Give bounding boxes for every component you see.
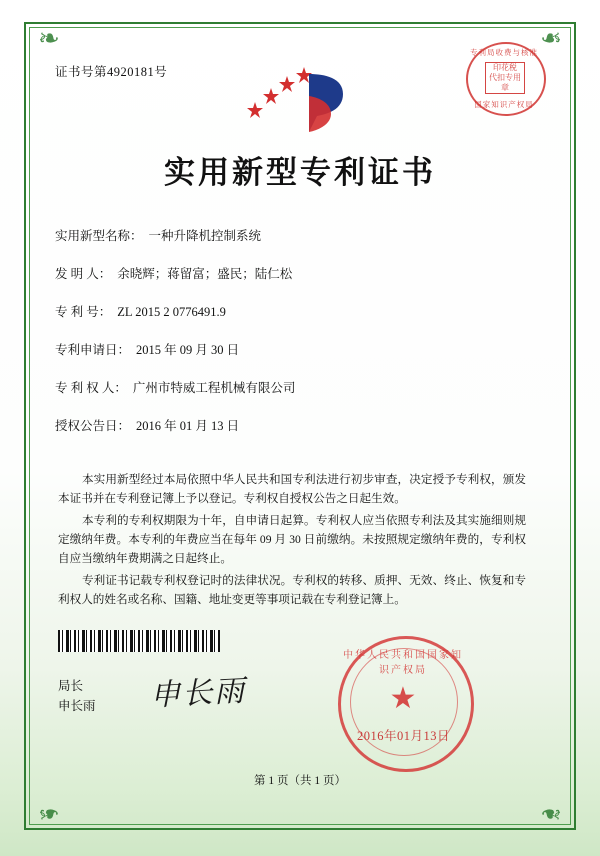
patent-stars-p-logo-icon bbox=[247, 58, 357, 140]
corner-ornament-icon: ❧ bbox=[38, 798, 60, 828]
legal-paragraph: 专利证书记载专利权登记时的法律状况。专利权的转移、质押、无效、终止、恢复和专利权人的姓名或名称、国籍、地址变更等事项记载在专利登记簿上。 bbox=[58, 574, 526, 606]
corner-ornament-icon: ❧ bbox=[38, 24, 60, 54]
corner-ornament-icon: ❧ bbox=[540, 798, 562, 828]
field-value: 2016 年 01 月 13 日 bbox=[136, 419, 240, 433]
field-row bbox=[55, 228, 525, 244]
signature-title-label: 局长 bbox=[58, 679, 84, 693]
field-value: 广州市特威工程机械有限公司 bbox=[132, 381, 296, 395]
field-label: 专利申请日： bbox=[55, 343, 131, 357]
seal-inner-line1: 印花税 bbox=[493, 63, 517, 72]
seal-bottom-arc-text: 国家知识产权局 bbox=[474, 100, 534, 109]
official-seal bbox=[338, 636, 472, 770]
signature-name-label: 申长雨 bbox=[58, 699, 96, 713]
field-value: 一种升降机控制系统 bbox=[148, 229, 262, 243]
field-value: 2015 年 09 月 30 日 bbox=[136, 343, 240, 357]
seal-inner-line2: 代扣专用章 bbox=[489, 73, 521, 92]
corner-ornament-icon: ❧ bbox=[540, 24, 562, 54]
seal-date: 2016年01月13日 bbox=[357, 729, 451, 743]
field-row bbox=[55, 380, 525, 396]
field-label: 专 利 权 人： bbox=[55, 381, 127, 395]
tax-stamp-seal bbox=[466, 42, 544, 114]
field-label: 专 利 号： bbox=[55, 305, 112, 319]
seal-inner-text bbox=[485, 62, 525, 94]
national-emblem-icon: ★ bbox=[389, 681, 417, 716]
field-row bbox=[55, 342, 525, 358]
handwritten-signature: 申长雨 bbox=[149, 673, 248, 714]
legal-text-block bbox=[58, 470, 526, 612]
field-label: 实用新型名称： bbox=[55, 229, 143, 243]
fields-list bbox=[55, 228, 525, 456]
certificate-number: 证书号第4920181号 bbox=[55, 65, 168, 79]
legal-paragraph: 本实用新型经过本局依照中华人民共和国专利法进行初步审查，决定授予专利权，颁发本证书并在专利登记簿上予以登记。专利权自授权公告之日起生效。 bbox=[58, 473, 526, 505]
field-row bbox=[55, 304, 525, 320]
field-value: ZL 2015 2 0776491.9 bbox=[117, 305, 226, 319]
barcode bbox=[58, 630, 220, 652]
field-label: 发 明 人： bbox=[55, 267, 112, 281]
field-row bbox=[55, 418, 525, 434]
seal-top-arc-text: 专利局收费与核准 bbox=[470, 48, 538, 57]
page-title: 实用新型专利证书 bbox=[164, 155, 436, 190]
field-label: 授权公告日： bbox=[55, 419, 131, 433]
legal-paragraph: 本专利的专利权期限为十年，自申请日起算。专利权人应当依照专利法及其实施细则规定缴纳年费。本专利的年费应当在每年 09 月 30 日前缴纳。未按照规定缴纳年费的，专利权自应当缴纳年费期满之日起终止。 bbox=[58, 514, 526, 565]
page-footer: 第 1 页（共 1 页） bbox=[254, 775, 346, 787]
signature-block bbox=[58, 676, 96, 716]
field-value: 余晓辉；蒋留富；盛民；陆仁松 bbox=[117, 267, 293, 281]
field-row bbox=[55, 266, 525, 282]
seal-arc-top-text: 中华人民共和国国家知识产权局 bbox=[343, 650, 463, 676]
